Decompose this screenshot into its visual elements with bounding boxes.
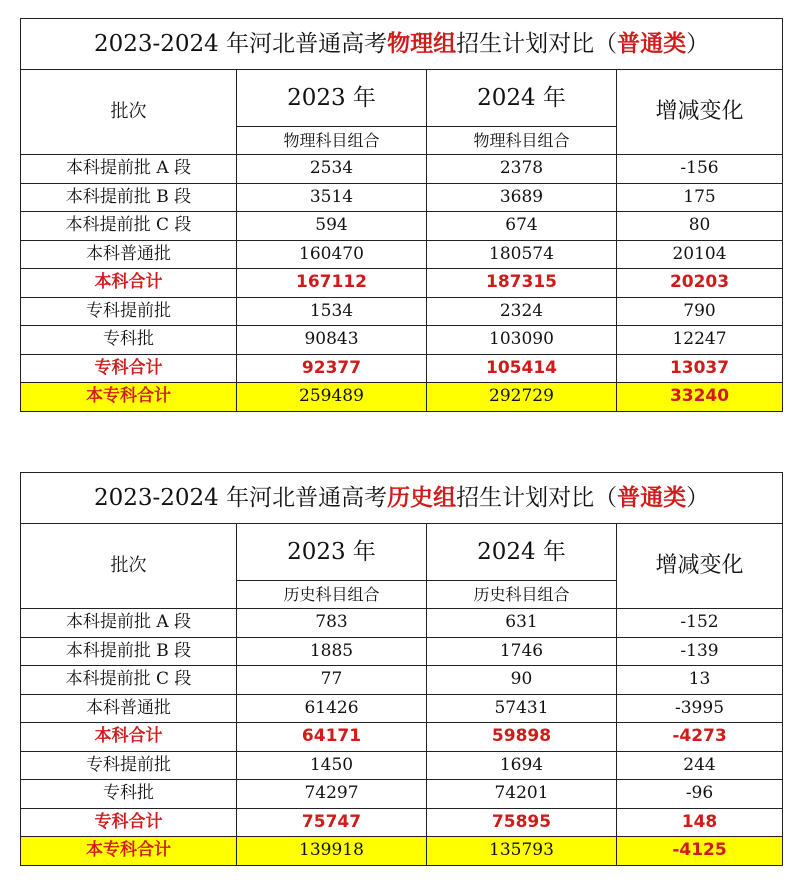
total-row — [21, 383, 783, 412]
cell-change: 244 — [617, 751, 783, 780]
total-row — [21, 837, 783, 866]
table-row — [21, 326, 783, 355]
title-text: ） — [686, 485, 710, 511]
cell-2023: 77 — [237, 666, 427, 695]
cell-change: -156 — [617, 155, 783, 184]
subtotal-row — [21, 354, 783, 383]
cell-change: -139 — [617, 637, 783, 666]
subheader-2024: 历史科目组合 — [427, 581, 617, 609]
header-2024: 2024 年 — [427, 70, 617, 127]
cell-change: 12247 — [617, 326, 783, 355]
cell-2024: 3689 — [427, 183, 617, 212]
cell-change: 790 — [617, 297, 783, 326]
title-text: 2023-2024 年河北普通高考 — [93, 485, 388, 511]
table-row — [21, 780, 783, 809]
cell-change: 20203 — [617, 269, 783, 298]
cell-2024: 105414 — [427, 354, 617, 383]
cell-change: 33240 — [617, 383, 783, 412]
header-batch: 批次 — [21, 70, 237, 155]
cell-change: -4125 — [617, 837, 783, 866]
title-text: 招生计划对比（ — [456, 485, 618, 511]
cell-change: -152 — [617, 609, 783, 638]
cell-change: 148 — [617, 808, 783, 837]
title-text: 招生计划对比（ — [456, 31, 618, 57]
cell-2024: 1746 — [427, 637, 617, 666]
cell-2023: 90843 — [237, 326, 427, 355]
row-label: 本科合计 — [21, 723, 237, 752]
cell-2023: 160470 — [237, 240, 427, 269]
table-row — [21, 751, 783, 780]
cell-2023: 259489 — [237, 383, 427, 412]
header-change: 增减变化 — [617, 524, 783, 609]
row-label: 专科合计 — [21, 808, 237, 837]
row-label: 本专科合计 — [21, 837, 237, 866]
cell-2023: 3514 — [237, 183, 427, 212]
subheader-2023: 历史科目组合 — [237, 581, 427, 609]
cell-change: 20104 — [617, 240, 783, 269]
title-highlight: 普通类 — [617, 484, 687, 511]
row-label: 专科批 — [21, 780, 237, 809]
cell-2024: 90 — [427, 666, 617, 695]
title-highlight: 物理组 — [387, 30, 457, 57]
title-highlight: 历史组 — [387, 484, 457, 511]
cell-2023: 139918 — [237, 837, 427, 866]
row-label: 本科普通批 — [21, 694, 237, 723]
header-2023: 2023 年 — [237, 524, 427, 581]
cell-2024: 59898 — [427, 723, 617, 752]
row-label: 专科提前批 — [21, 751, 237, 780]
cell-2023: 92377 — [237, 354, 427, 383]
cell-change: 175 — [617, 183, 783, 212]
cell-2023: 74297 — [237, 780, 427, 809]
row-label: 本专科合计 — [21, 383, 237, 412]
row-label: 本科提前批 C 段 — [21, 666, 237, 695]
row-label: 本科普通批 — [21, 240, 237, 269]
cell-2024: 1694 — [427, 751, 617, 780]
row-label: 本科提前批 B 段 — [21, 183, 237, 212]
cell-change: -3995 — [617, 694, 783, 723]
cell-2024: 74201 — [427, 780, 617, 809]
subheader-2024: 物理科目组合 — [427, 127, 617, 155]
cell-2023: 1885 — [237, 637, 427, 666]
title-text: ） — [686, 31, 710, 57]
row-label: 专科提前批 — [21, 297, 237, 326]
table-row — [21, 155, 783, 184]
title-highlight: 普通类 — [617, 30, 687, 57]
cell-2024: 292729 — [427, 383, 617, 412]
cell-2024: 75895 — [427, 808, 617, 837]
cell-2024: 2378 — [427, 155, 617, 184]
cell-2023: 2534 — [237, 155, 427, 184]
row-label: 专科批 — [21, 326, 237, 355]
cell-2024: 631 — [427, 609, 617, 638]
subtotal-row — [21, 269, 783, 298]
cell-2024: 135793 — [427, 837, 617, 866]
title-text: 2023-2024 年河北普通高考 — [93, 31, 388, 57]
cell-change: -4273 — [617, 723, 783, 752]
row-label: 专科合计 — [21, 354, 237, 383]
cell-2023: 64171 — [237, 723, 427, 752]
table-row — [21, 297, 783, 326]
cell-2024: 2324 — [427, 297, 617, 326]
row-label: 本科提前批 A 段 — [21, 609, 237, 638]
subheader-2023: 物理科目组合 — [237, 127, 427, 155]
cell-2024: 103090 — [427, 326, 617, 355]
cell-2024: 57431 — [427, 694, 617, 723]
row-label: 本科提前批 C 段 — [21, 212, 237, 241]
cell-2023: 75747 — [237, 808, 427, 837]
table-title — [21, 473, 783, 524]
cell-2023: 1534 — [237, 297, 427, 326]
cell-change: 13037 — [617, 354, 783, 383]
cell-2024: 180574 — [427, 240, 617, 269]
header-change: 增减变化 — [617, 70, 783, 155]
header-2023: 2023 年 — [237, 70, 427, 127]
cell-change: 13 — [617, 666, 783, 695]
subtotal-row — [21, 723, 783, 752]
table-title — [21, 19, 783, 70]
cell-2023: 783 — [237, 609, 427, 638]
cell-2024: 187315 — [427, 269, 617, 298]
row-label: 本科提前批 A 段 — [21, 155, 237, 184]
table-row — [21, 212, 783, 241]
cell-change: -96 — [617, 780, 783, 809]
row-label: 本科合计 — [21, 269, 237, 298]
table-row — [21, 609, 783, 638]
header-batch: 批次 — [21, 524, 237, 609]
row-label: 本科提前批 B 段 — [21, 637, 237, 666]
header-2024: 2024 年 — [427, 524, 617, 581]
table-row — [21, 637, 783, 666]
table-row — [21, 240, 783, 269]
cell-change: 80 — [617, 212, 783, 241]
cell-2024: 674 — [427, 212, 617, 241]
cell-2023: 594 — [237, 212, 427, 241]
table-row — [21, 183, 783, 212]
subtotal-row — [21, 808, 783, 837]
cell-2023: 61426 — [237, 694, 427, 723]
physics-plan-table — [20, 18, 783, 412]
cell-2023: 167112 — [237, 269, 427, 298]
history-plan-table — [20, 472, 783, 866]
cell-2023: 1450 — [237, 751, 427, 780]
table-row — [21, 666, 783, 695]
table-row — [21, 694, 783, 723]
